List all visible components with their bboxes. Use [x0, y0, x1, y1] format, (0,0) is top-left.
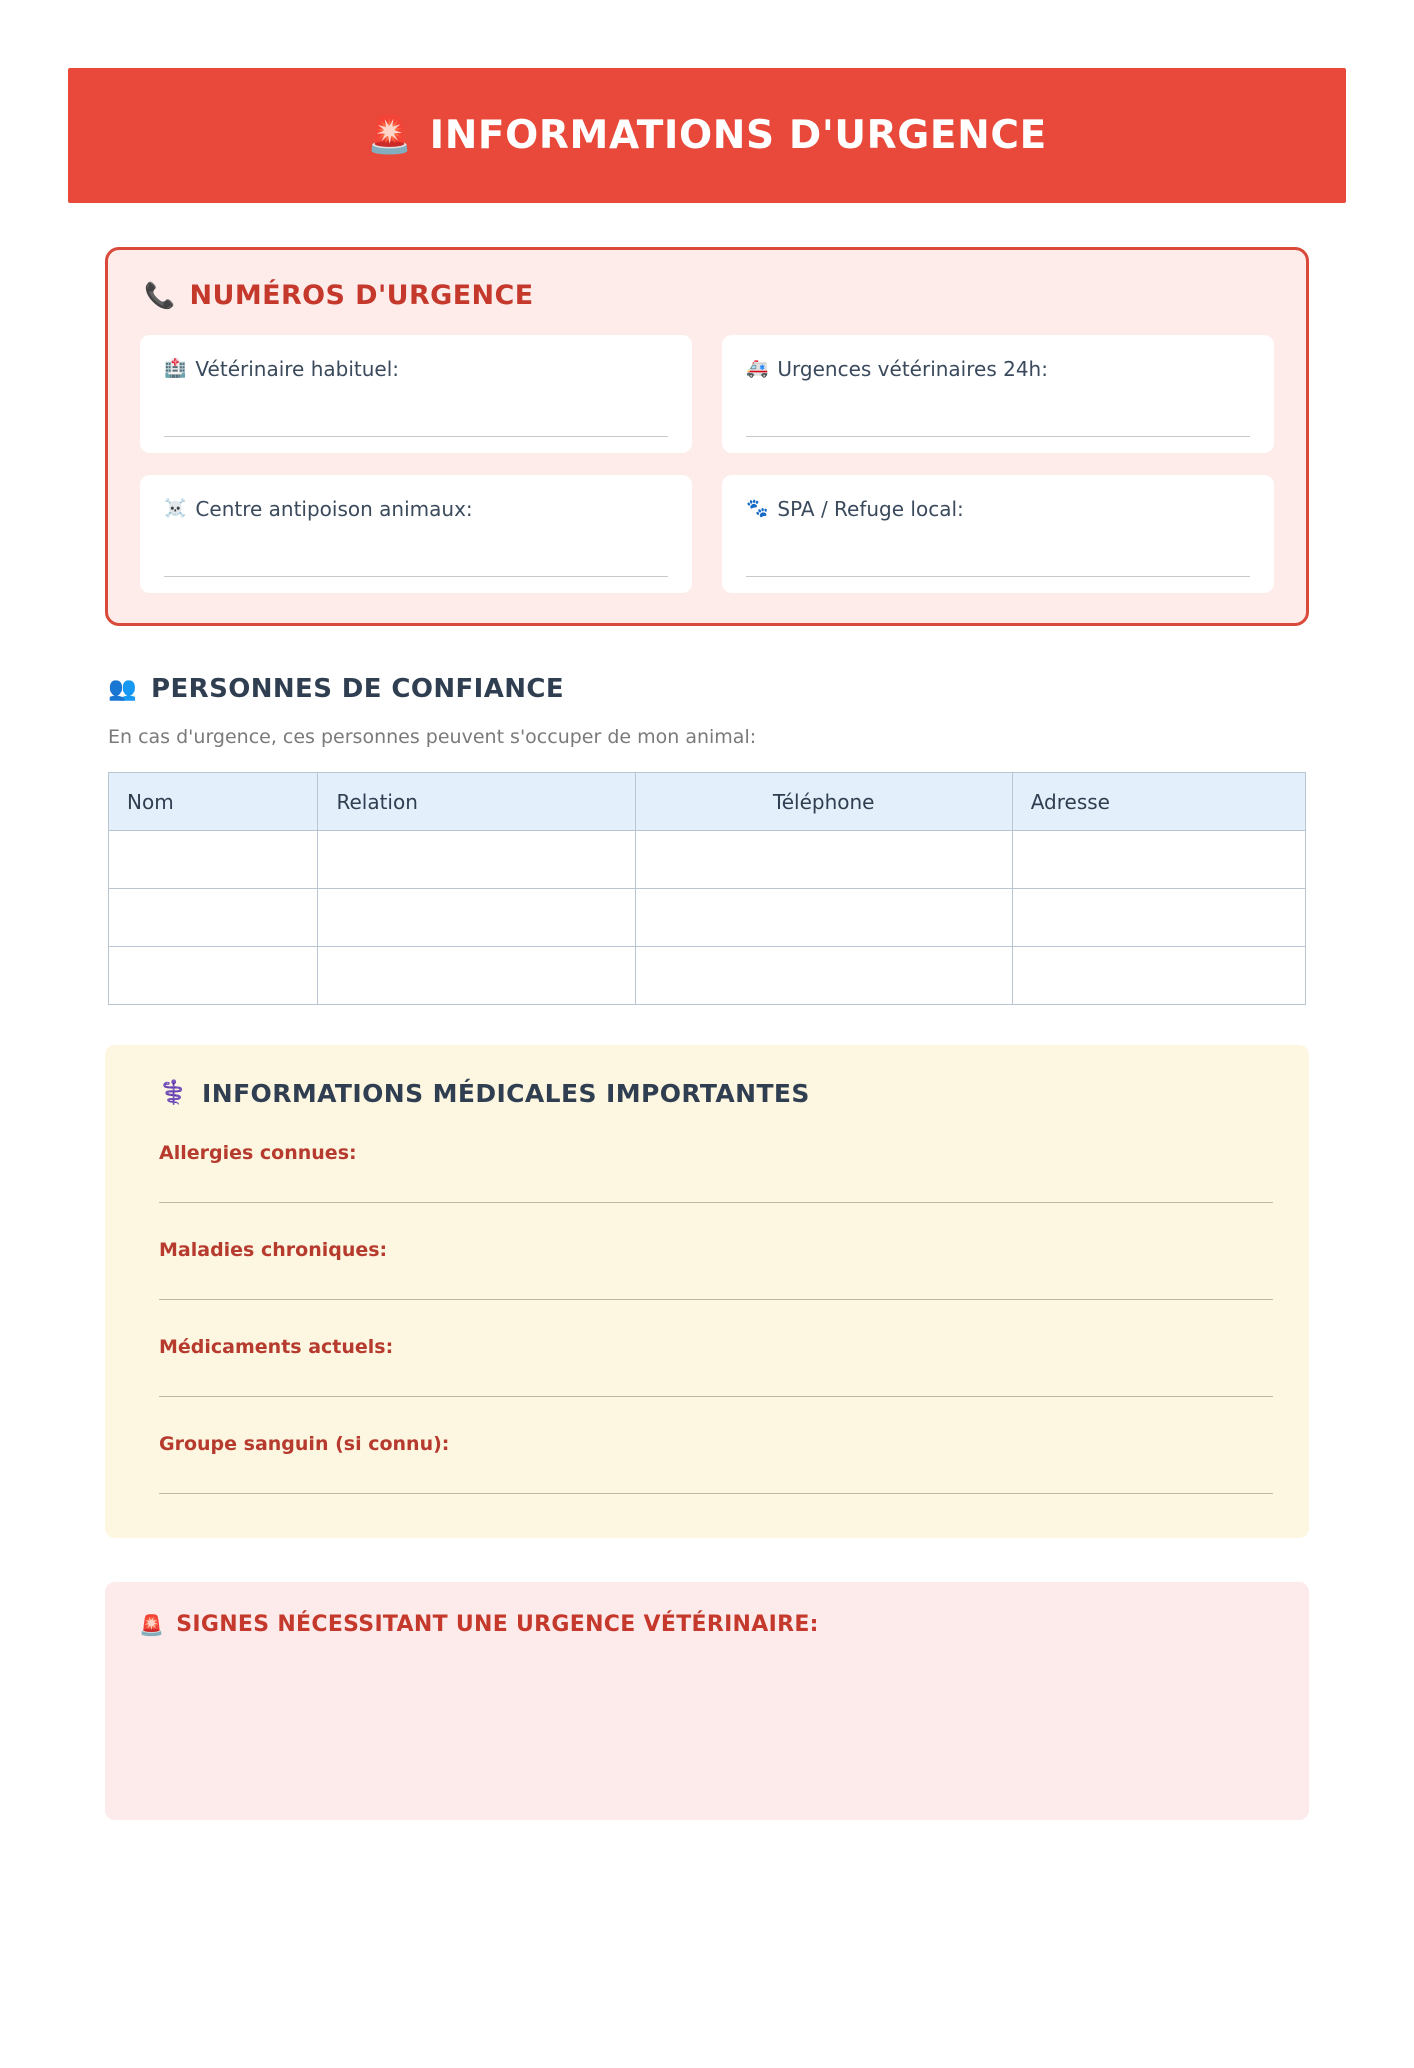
page-title — [367, 113, 1047, 158]
paw-prints-icon: 🐾 — [746, 498, 769, 519]
emergency-field-label-text: Centre antipoison animaux: — [195, 497, 473, 521]
emergency-signs-heading — [139, 1612, 1275, 1637]
cell-relation[interactable] — [318, 947, 635, 1005]
cell-telephone[interactable] — [635, 889, 1012, 947]
column-header-adresse: Adresse — [1012, 773, 1305, 831]
medical-field-label: Allergies connues: — [159, 1142, 357, 1164]
medical-field-label: Médicaments actuels: — [159, 1336, 394, 1358]
cell-relation[interactable] — [318, 831, 635, 889]
emergency-numbers-grid — [140, 335, 1274, 593]
skull-and-crossbones-icon: ☠️ — [164, 498, 187, 519]
trusted-people-heading-text: PERSONNES DE CONFIANCE — [151, 674, 565, 704]
table-row — [109, 831, 1306, 889]
medical-field-maladies-chroniques — [159, 1239, 1273, 1300]
emergency-field-label-text: SPA / Refuge local: — [777, 497, 964, 521]
emergency-signs-section — [105, 1582, 1309, 1820]
emergency-field-label — [746, 497, 1250, 521]
medical-field-allergies — [159, 1142, 1273, 1203]
column-header-nom: Nom — [109, 773, 318, 831]
cell-adresse[interactable] — [1012, 947, 1305, 1005]
table-header-row — [109, 773, 1306, 831]
table-row — [109, 947, 1306, 1005]
trusted-people-heading — [108, 674, 1414, 704]
emergency-field-label — [164, 497, 668, 521]
trusted-people-table — [108, 772, 1306, 1005]
emergency-signs-heading-text: SIGNES NÉCESSITANT UNE URGENCE VÉTÉRINAIRE: — [176, 1612, 819, 1637]
emergency-numbers-heading-text: NUMÉROS D'URGENCE — [189, 280, 534, 311]
cell-telephone[interactable] — [635, 947, 1012, 1005]
emergency-field-input-line[interactable] — [164, 551, 668, 577]
emergency-field-input-line[interactable] — [746, 551, 1250, 577]
medical-field-input-line[interactable] — [159, 1493, 1273, 1494]
cell-nom[interactable] — [109, 831, 318, 889]
busts-in-silhouette-icon: 👥 — [108, 675, 138, 702]
rotating-light-icon: 🚨 — [367, 114, 413, 156]
cell-adresse[interactable] — [1012, 889, 1305, 947]
emergency-field-label — [164, 357, 668, 381]
telephone-receiver-icon: 📞 — [144, 281, 176, 310]
medical-field-label: Groupe sanguin (si connu): — [159, 1433, 450, 1455]
hospital-icon: 🏥 — [164, 358, 187, 379]
rotating-light-icon: 🚨 — [139, 1612, 165, 1637]
emergency-field-label-text: Urgences vétérinaires 24h: — [777, 357, 1048, 381]
cell-relation[interactable] — [318, 889, 635, 947]
trusted-people-subtitle: En cas d'urgence, ces personnes peuvent s'occuper de mon animal: — [108, 726, 757, 748]
emergency-numbers-heading — [144, 280, 1274, 311]
medical-symbol-icon: ⚕️ — [159, 1080, 189, 1106]
cell-nom[interactable] — [109, 889, 318, 947]
medical-info-heading — [159, 1079, 1273, 1108]
emergency-field-input-line[interactable] — [746, 411, 1250, 437]
medical-field-medicaments-actuels — [159, 1336, 1273, 1397]
column-header-telephone: Téléphone — [635, 773, 1012, 831]
page-header-banner — [68, 68, 1346, 203]
page-title-text: INFORMATIONS D'URGENCE — [429, 113, 1047, 158]
emergency-numbers-section — [105, 247, 1309, 626]
medical-info-section — [105, 1045, 1309, 1538]
medical-field-groupe-sanguin — [159, 1433, 1273, 1494]
medical-info-heading-text: INFORMATIONS MÉDICALES IMPORTANTES — [202, 1079, 810, 1108]
medical-field-input-line[interactable] — [159, 1299, 1273, 1300]
medical-field-input-line[interactable] — [159, 1202, 1273, 1203]
ambulance-icon: 🚑 — [746, 358, 769, 379]
emergency-info-sheet — [0, 68, 1414, 2068]
table-row — [109, 889, 1306, 947]
medical-field-label: Maladies chroniques: — [159, 1239, 388, 1261]
emergency-field-label-text: Vétérinaire habituel: — [195, 357, 400, 381]
emergency-field-label — [746, 357, 1250, 381]
medical-field-input-line[interactable] — [159, 1396, 1273, 1397]
emergency-field-urgences-veterinaires-24h[interactable] — [722, 335, 1274, 453]
column-header-relation: Relation — [318, 773, 635, 831]
emergency-field-veterinaire-habituel[interactable] — [140, 335, 692, 453]
emergency-field-input-line[interactable] — [164, 411, 668, 437]
emergency-field-spa-refuge-local[interactable] — [722, 475, 1274, 593]
emergency-field-centre-antipoison[interactable] — [140, 475, 692, 593]
cell-nom[interactable] — [109, 947, 318, 1005]
cell-telephone[interactable] — [635, 831, 1012, 889]
cell-adresse[interactable] — [1012, 831, 1305, 889]
